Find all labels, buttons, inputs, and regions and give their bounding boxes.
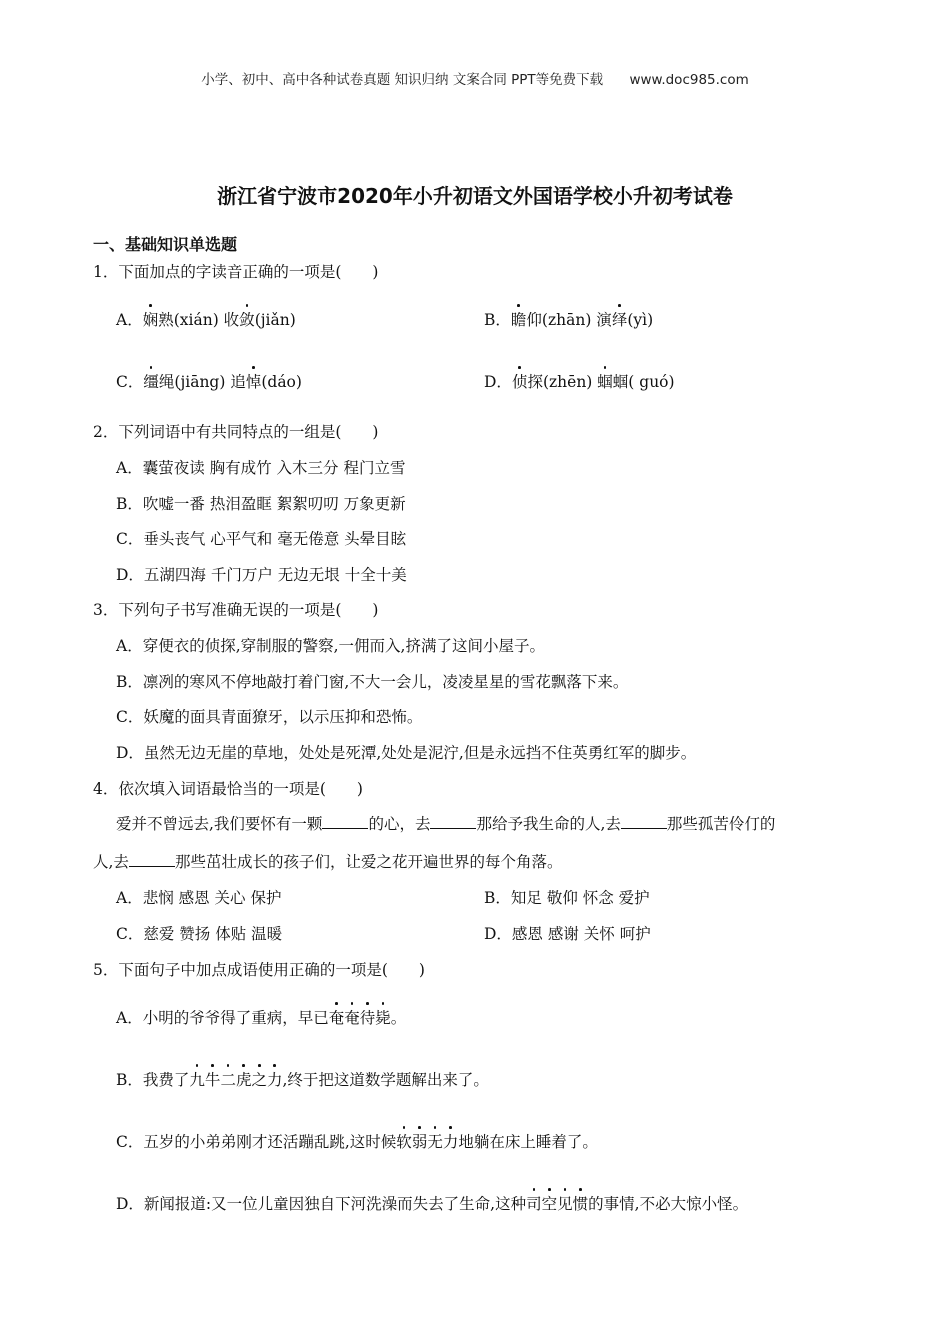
dotted-char: 奄 (344, 1006, 360, 1028)
passage-text: 那些茁壮成长的孩子们，让爱之花开遍世界的每个角落。 (174, 853, 563, 871)
dotted-char: 软 (396, 1130, 412, 1152)
question-1-option-a (116, 308, 296, 330)
dotted-char: 瞻 (511, 308, 527, 330)
question-3-stem: 3．下列句子书写准确无误的一项是( ) (93, 601, 379, 619)
question-1-stem: 1．下面加点的字读音正确的一项是( ) (93, 263, 379, 281)
dotted-char: 见 (557, 1192, 573, 1214)
fill-blank (430, 814, 476, 829)
option-label: C． (116, 373, 144, 391)
dotted-char: 绎 (612, 308, 628, 330)
dotted-char: 空 (542, 1192, 558, 1214)
question-5-option-c (116, 1130, 598, 1152)
question-4-passage-line-2 (93, 850, 562, 872)
passage-text: 人,去 (93, 853, 129, 871)
option-text: 蝈( guó) (612, 373, 675, 391)
dotted-char: 九 (189, 1068, 205, 1090)
question-1-option-d (484, 370, 675, 392)
dotted-char: 弱 (412, 1130, 428, 1152)
passage-text: 那给予我生命的人,去 (476, 815, 621, 833)
option-text: 地躺在床上睡着了。 (458, 1133, 598, 1151)
fill-blank (621, 814, 667, 829)
question-4-passage-line-1 (116, 812, 775, 834)
question-4-stem: 4．依次填入词语最恰当的一项是( ) (93, 780, 363, 798)
question-3-option-b: B．凛冽的寒风不停地敲打着门窗,不大一会儿，凌凌星星的雪花飘落下来。 (116, 673, 629, 691)
option-text: 熟(xián) 收 (158, 311, 240, 329)
question-2-option-d: D．五湖四海 千门万户 无边无垠 十全十美 (116, 566, 407, 584)
question-3-option-a: A．穿便衣的侦探,穿制服的警察,一佣而入,挤满了这间小屋子。 (116, 637, 545, 655)
question-5-option-b (116, 1068, 489, 1090)
question-3-option-c: C．妖魔的面具青面獠牙，以示压抑和恐怖。 (116, 708, 423, 726)
passage-text: 那些孤苦伶仃的 (666, 815, 776, 833)
question-3-option-d: D．虽然无边无崖的草地，处处是死潭,处处是泥泞,但是永远挡不住英勇红军的脚步。 (116, 744, 697, 762)
question-5-option-d (116, 1192, 748, 1214)
section-heading: 一、基础知识单选题 (93, 235, 238, 254)
question-2-stem: 2．下列词语中有共同特点的一组是( ) (93, 423, 379, 441)
passage-text: 的心，去 (368, 815, 431, 833)
option-label: A． (116, 311, 143, 329)
question-5-stem: 5．下面句子中加点成语使用正确的一项是( ) (93, 961, 425, 979)
dotted-char: 待 (360, 1006, 376, 1028)
dotted-char: 之 (251, 1068, 267, 1090)
option-text: (jiǎn) (254, 311, 296, 329)
question-5-option-a (116, 1006, 406, 1028)
dotted-char: 悼 (246, 370, 262, 392)
option-text: 探(zhēn) (527, 373, 598, 391)
option-label: B． (484, 311, 511, 329)
dotted-char: 侦 (512, 370, 528, 392)
passage-text: 爱并不曾远去,我们要怀有一颗 (116, 815, 323, 833)
option-text: ,终于把这道数学题解出来了。 (282, 1071, 489, 1089)
dotted-char: 惯 (573, 1192, 589, 1214)
header-site: www.doc985.com (629, 72, 749, 88)
question-2-option-c: C．垂头丧气 心平气和 毫无倦意 头晕目眩 (116, 530, 407, 548)
dotted-char: 虎 (236, 1068, 252, 1090)
dotted-char: 敛 (239, 308, 255, 330)
dotted-char: 娴 (143, 308, 159, 330)
option-text: (yì) (627, 311, 654, 329)
option-text: A．小明的爷爷得了重病，早已 (116, 1009, 329, 1027)
option-text: B．我费了 (116, 1071, 190, 1089)
fill-blank (129, 852, 175, 867)
dotted-char: 力 (267, 1068, 283, 1090)
option-text: 。 (390, 1009, 407, 1027)
question-2-option-a: A．囊萤夜读 胸有成竹 入木三分 程门立雪 (116, 459, 406, 477)
dotted-char: 毙 (375, 1006, 391, 1028)
dotted-char: 二 (220, 1068, 236, 1090)
option-text: 的事情,不必大惊小怪。 (588, 1195, 749, 1213)
option-text: C．五岁的小弟弟刚才还活蹦乱跳,这时候 (116, 1133, 397, 1151)
dotted-char: 奄 (329, 1006, 345, 1028)
question-1-option-b (484, 308, 653, 330)
dotted-char: 缰 (143, 370, 159, 392)
question-4-option-c: C．慈爱 赞扬 体贴 温暖 (116, 925, 283, 943)
header-text: 小学、初中、高中各种试卷真题 知识归纳 文案合同 PPT等免费下载 (201, 72, 604, 88)
question-4-option-b: B．知足 敬仰 怀念 爱护 (484, 889, 650, 907)
question-2-option-b: B．吹嘘一番 热泪盈眶 絮絮叨叨 万象更新 (116, 495, 406, 513)
question-4-option-d: D．感恩 感谢 关怀 呵护 (484, 925, 651, 943)
dotted-char: 司 (526, 1192, 542, 1214)
fill-blank (322, 814, 368, 829)
dotted-char: 牛 (205, 1068, 221, 1090)
option-text: 仰(zhān) 演 (526, 311, 612, 329)
question-4-option-a: A．悲悯 感恩 关心 保护 (116, 889, 282, 907)
dotted-char: 蝈 (597, 370, 613, 392)
option-label: D． (484, 373, 512, 391)
option-text: D．新闻报道:又一位儿童因独自下河洗澡而失去了生命,这种 (116, 1195, 527, 1213)
page-title: 浙江省宁波市2020年小升初语文外国语学校小升初考试卷 (217, 184, 733, 208)
page-header (0, 68, 950, 88)
question-1-option-c (116, 370, 302, 392)
dotted-char: 无 (427, 1130, 443, 1152)
dotted-char: 力 (443, 1130, 459, 1152)
option-text: 绳(jiāng) 追 (158, 373, 246, 391)
option-text: (dáo) (261, 373, 302, 391)
